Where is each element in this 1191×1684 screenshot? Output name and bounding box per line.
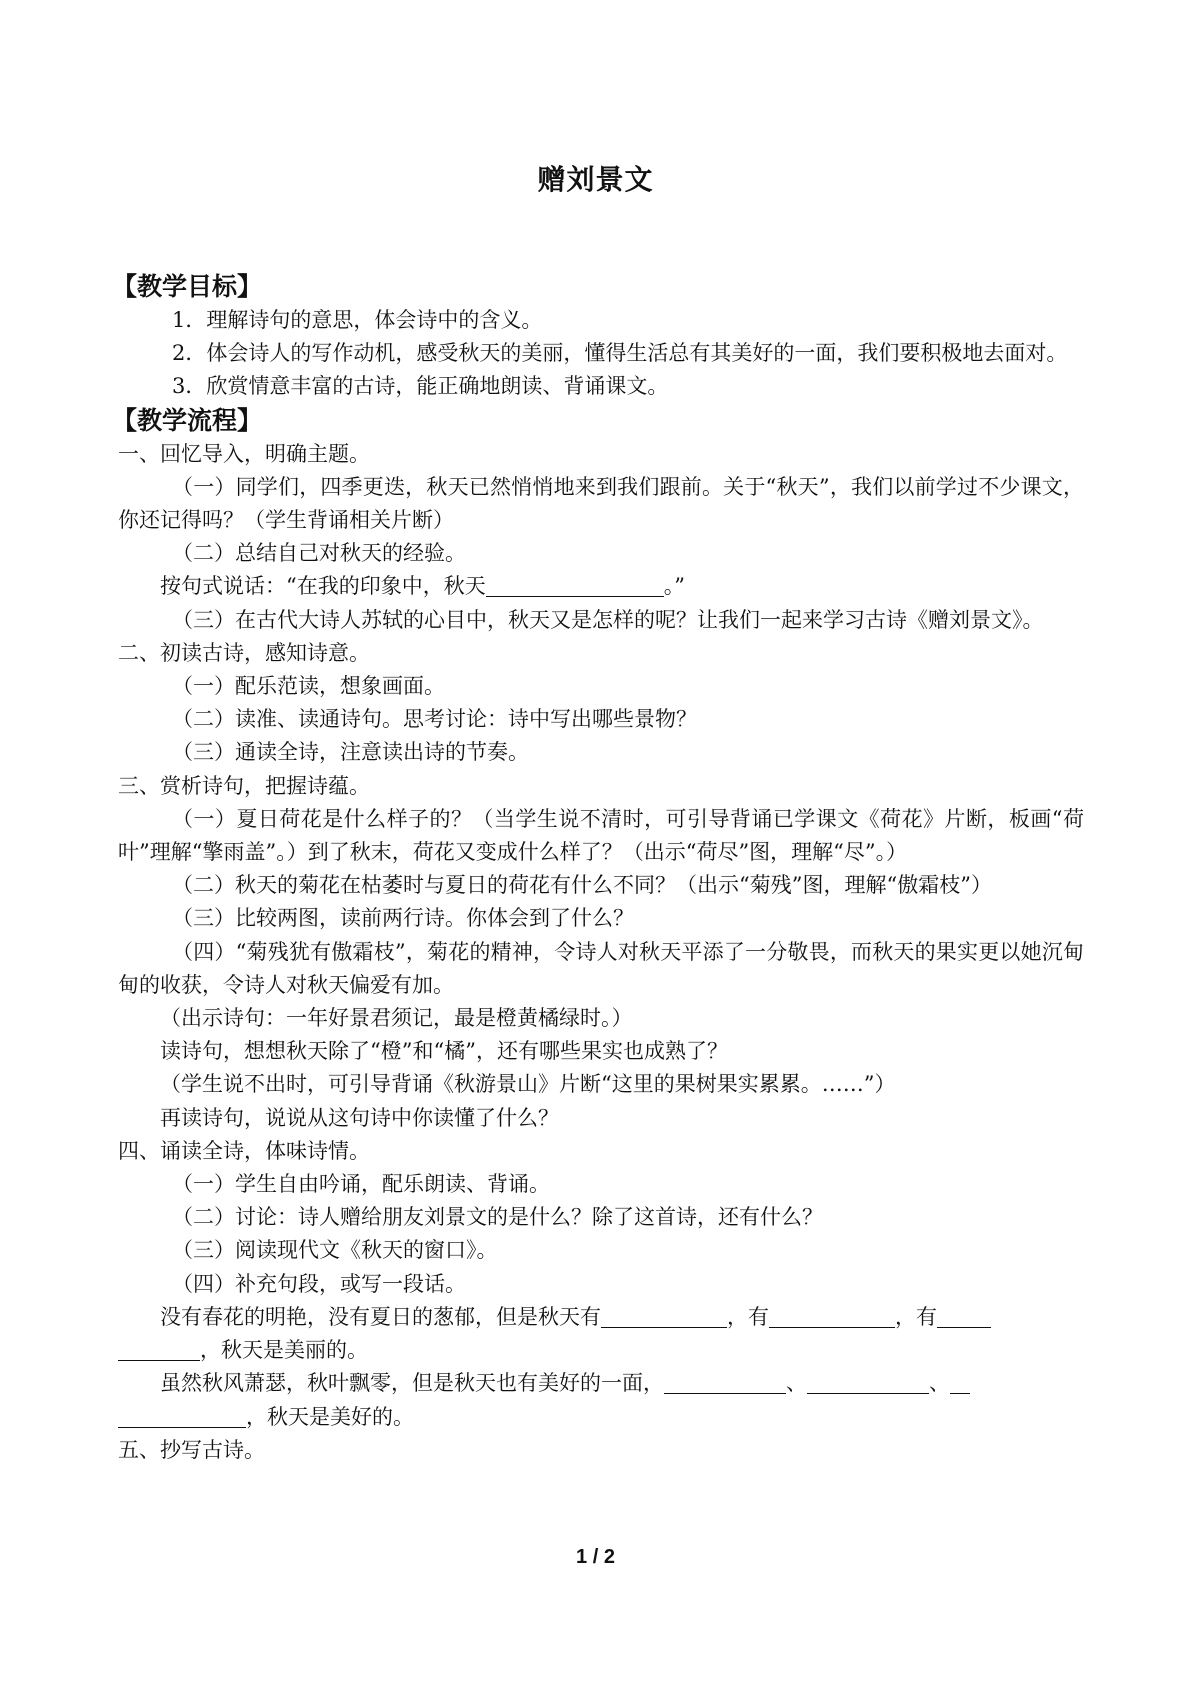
- step4-item-e-line1: [118, 1301, 1084, 1334]
- fill-blank[interactable]: [118, 1339, 200, 1361]
- step4-item-f-sep-1: 、: [786, 1371, 807, 1396]
- section-heading-goals: 【教学目标】: [112, 272, 263, 301]
- goal-item-2: 2．体会诗人的写作动机，感受秋天的美丽，懂得生活总有其美好的一面，我们要积极地去面对。: [172, 341, 1068, 366]
- step2-title: 二、初读古诗，感知诗意。: [118, 640, 370, 665]
- step5-title: 五、抄写古诗。: [118, 1437, 265, 1462]
- step1-item-b: （二）总结自己对秋天的经验。: [172, 541, 466, 566]
- step3-item-a: （一）夏日荷花是什么样子的？（当学生说不清时，可引导背诵已学课文《荷花》片断，板画“荷叶”理解“擎雨盖”。）到了秋末，荷花又变成什么样了？（出示“荷尽”图，理解“尽”。）: [118, 806, 1084, 865]
- step4-item-e-text-b: ，有: [727, 1304, 769, 1329]
- step4-item-e-text-c: ，有: [895, 1304, 937, 1329]
- document-title: 赠刘景文: [537, 163, 654, 196]
- fill-blank[interactable]: [950, 1372, 970, 1394]
- step1-item-a: （一）同学们，四季更迭，秋天已然悄悄地来到我们跟前。关于“秋天”，我们以前学过不少课文，你还记得吗？（学生背诵相关片断）: [118, 474, 1084, 533]
- step4-item-e-text-d: ，秋天是美丽的。: [200, 1338, 368, 1363]
- page-number: 1 / 2: [576, 1546, 615, 1568]
- step4-title: 四、诵读全诗，体味诗情。: [118, 1138, 370, 1163]
- step4-item-d: （四）补充句段，或写一段话。: [172, 1271, 466, 1296]
- step4-item-f-sep-2: 、: [929, 1371, 950, 1396]
- document-body: [112, 270, 1084, 1467]
- step4-item-f-text-b: ，秋天是美好的。: [246, 1404, 414, 1429]
- step1-item-c-end: 。”: [663, 574, 685, 599]
- step4-item-f-line1: [118, 1367, 1084, 1400]
- step3-item-c: （三）比较两图，读前两行诗。你体会到了什么？: [172, 906, 634, 931]
- step2-item-a: （一）配乐范读，想象画面。: [172, 674, 445, 699]
- step1-item-c: [118, 570, 1084, 603]
- fill-blank[interactable]: [769, 1306, 895, 1328]
- step3-item-b: （二）秋天的菊花在枯萎时与夏日的荷花有什么不同？（出示“菊残”图，理解“傲霜枝”）: [172, 873, 992, 898]
- goal-item-3: 3．欣赏情意丰富的古诗，能正确地朗读、背诵课文。: [172, 374, 669, 399]
- step3-item-d: （四）“菊残犹有傲霜枝”，菊花的精神，令诗人对秋天平添了一分敬畏，而秋天的果实更以她沉甸甸的收获，令诗人对秋天偏爱有加。: [118, 939, 1084, 997]
- step3-item-h: 再读诗句，说说从这句诗中你读懂了什么？: [160, 1105, 559, 1130]
- fill-blank[interactable]: [807, 1372, 929, 1394]
- step3-item-f: 读诗句，想想秋天除了“橙”和“橘”，还有哪些果实也成熟了？: [160, 1039, 728, 1064]
- step4-item-a: （一）学生自由吟诵，配乐朗读、背诵。: [172, 1172, 550, 1197]
- step2-item-c: （三）通读全诗，注意读出诗的节奏。: [172, 740, 529, 765]
- fill-blank[interactable]: [486, 575, 664, 597]
- step4-item-b: （二）讨论：诗人赠给朋友刘景文的是什么？除了这首诗，还有什么？: [172, 1205, 823, 1230]
- step4-item-c: （三）阅读现代文《秋天的窗口》。: [172, 1238, 498, 1263]
- step3-item-e: （出示诗句：一年好景君须记，最是橙黄橘绿时。）: [160, 1006, 633, 1031]
- step1-title: 一、回忆导入，明确主题。: [118, 441, 370, 466]
- fill-blank[interactable]: [937, 1306, 991, 1328]
- step2-item-b: （二）读准、读通诗句。思考讨论：诗中写出哪些景物？: [172, 707, 697, 732]
- step3-title: 三、赏析诗句，把握诗蕴。: [118, 773, 370, 798]
- step4-item-e-line2: [118, 1334, 1084, 1367]
- section-heading-flow: 【教学流程】: [112, 405, 263, 435]
- goal-item-1: 1．理解诗句的意思，体会诗中的含义。: [172, 308, 543, 332]
- step1-item-d: （三）在古代大诗人苏轼的心目中，秋天又是怎样的呢？让我们一起来学习古诗《赠刘景文》。: [172, 607, 1044, 632]
- fill-blank[interactable]: [118, 1406, 246, 1428]
- step4-item-e-text-a: 没有春花的明艳，没有夏日的葱郁，但是秋天有: [160, 1304, 601, 1329]
- step3-item-g: （学生说不出时，可引导背诵《秋游景山》片断“这里的果树果实累累。……”）: [160, 1072, 896, 1097]
- step1-item-c-text: 按句式说话：“在我的印象中，秋天: [160, 574, 486, 599]
- step4-item-f-text-a: 虽然秋风萧瑟，秋叶飘零，但是秋天也有美好的一面，: [160, 1371, 664, 1396]
- fill-blank[interactable]: [601, 1306, 727, 1328]
- step4-item-f-line2: [118, 1401, 1084, 1434]
- fill-blank[interactable]: [664, 1372, 786, 1394]
